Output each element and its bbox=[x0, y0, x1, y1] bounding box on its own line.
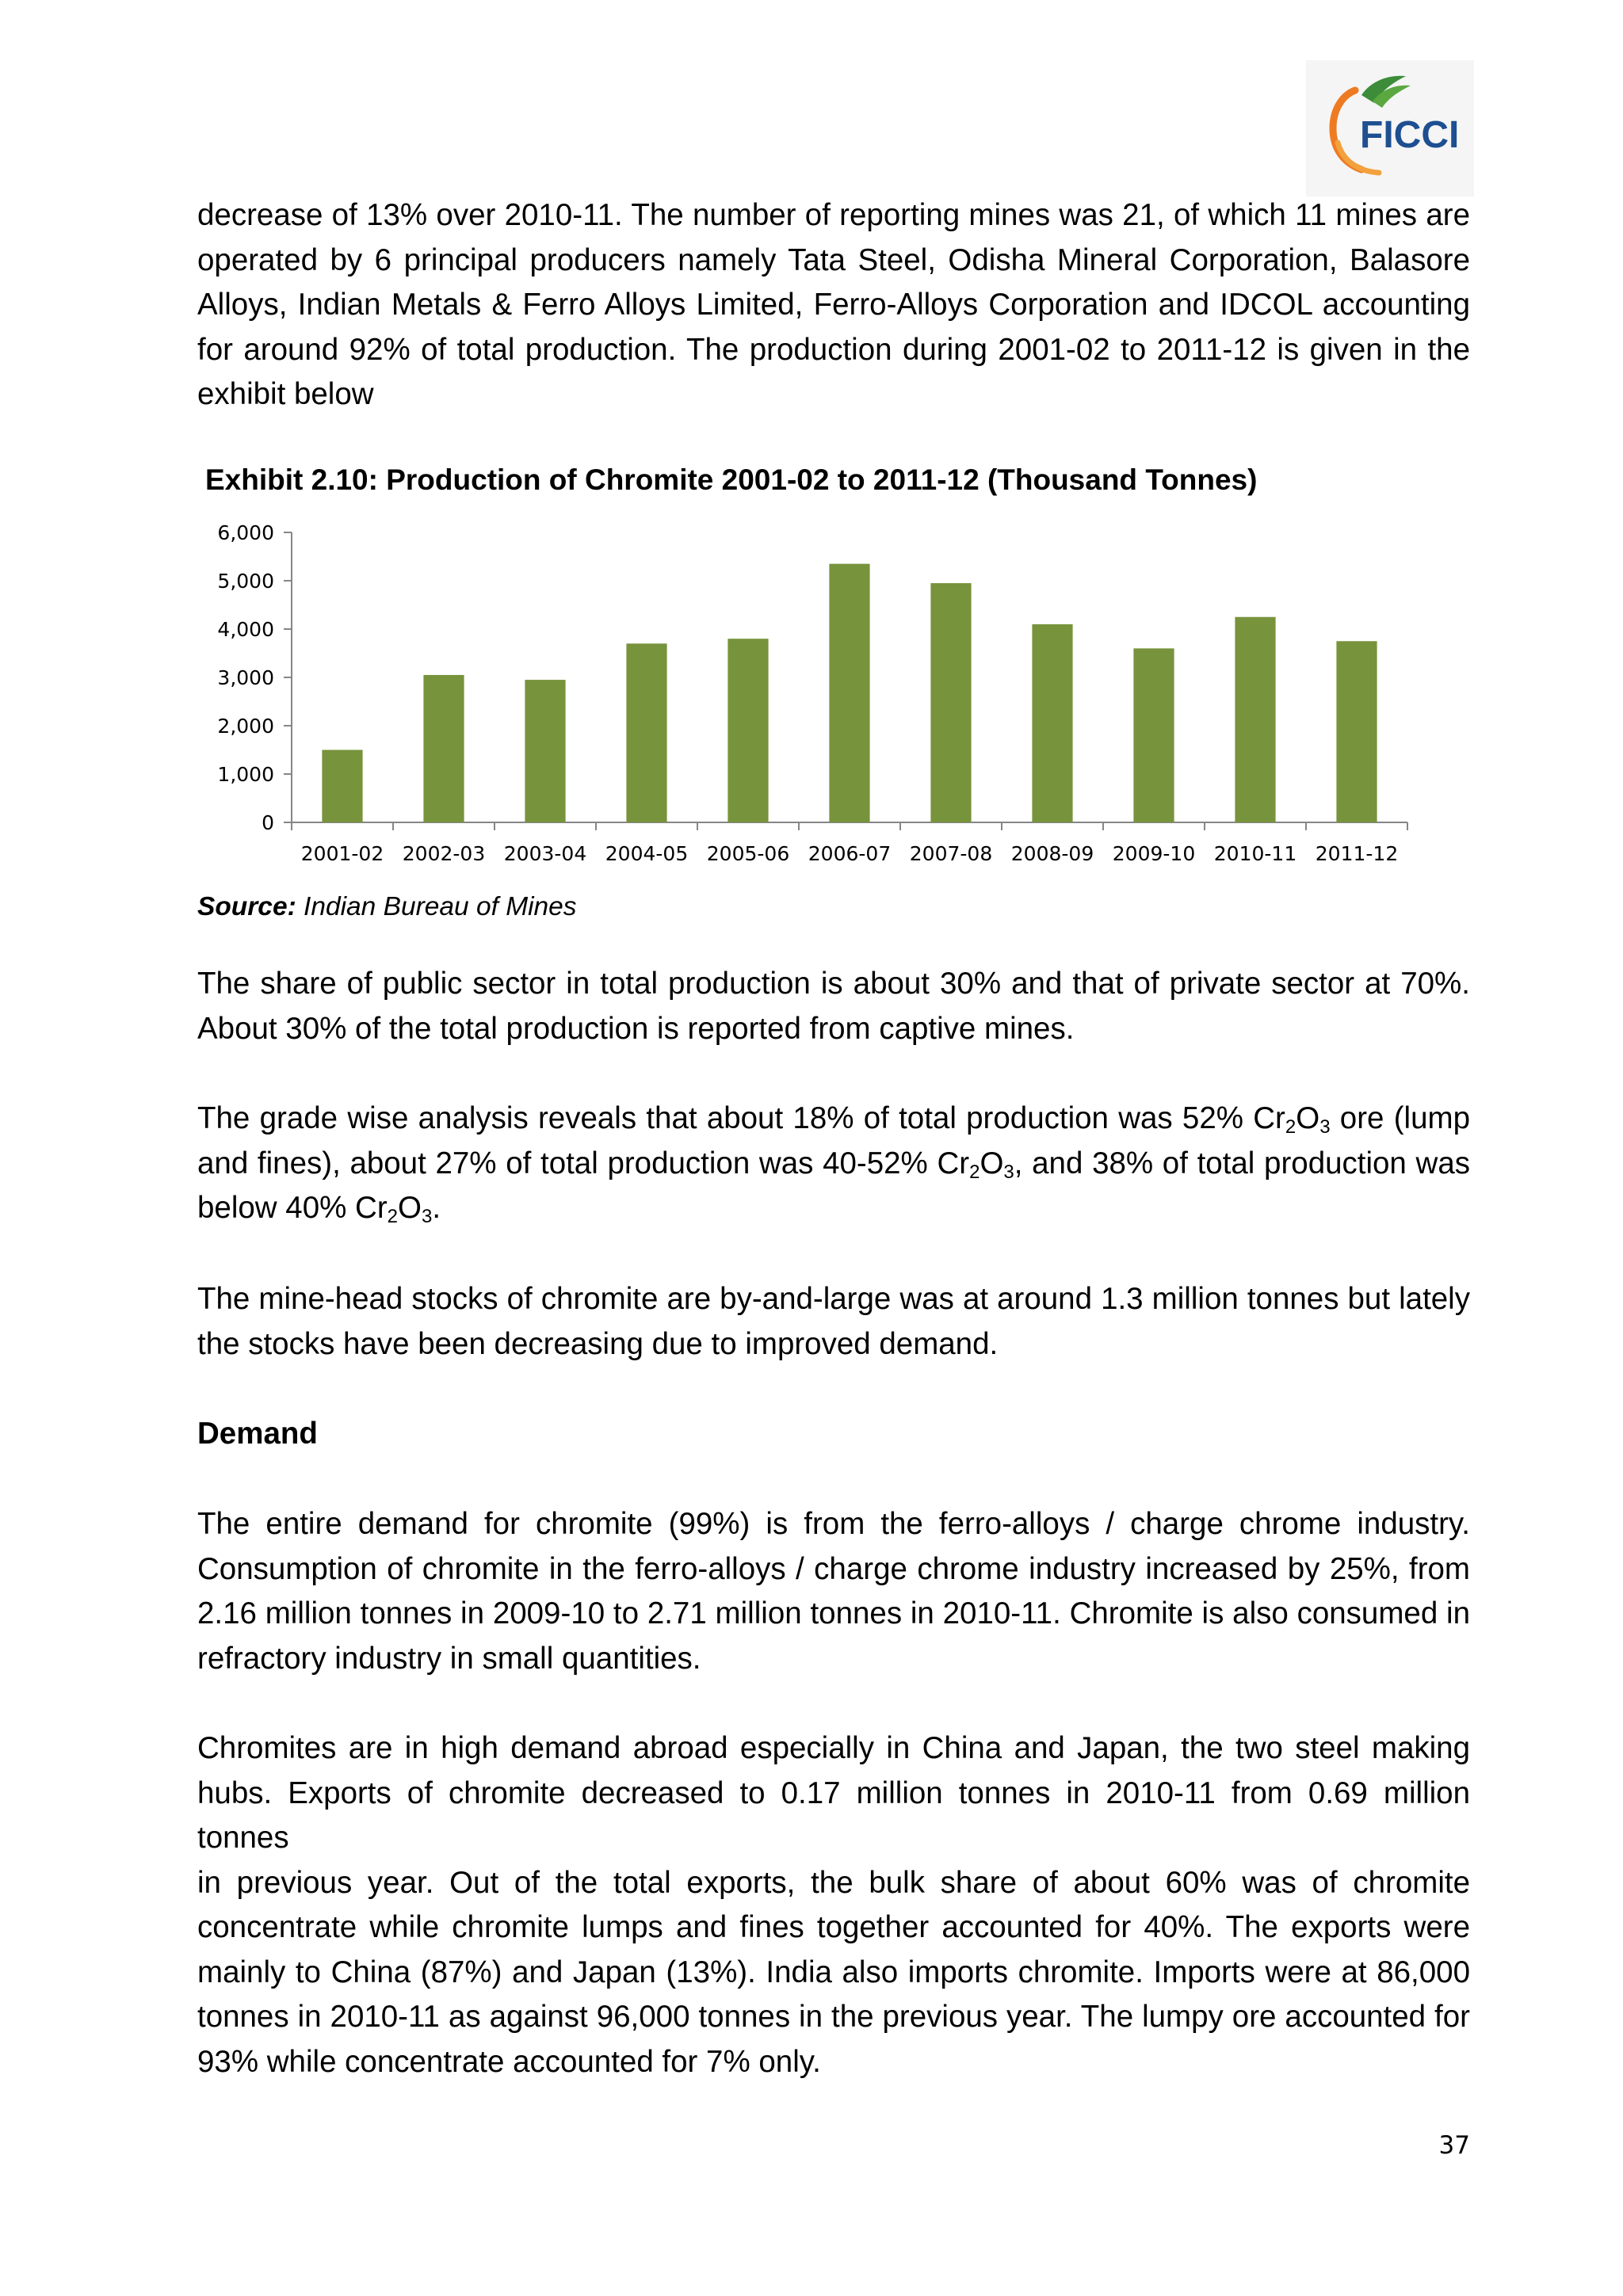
paragraph-production bbox=[197, 193, 1470, 418]
subscript: 2 bbox=[969, 1161, 980, 1183]
bar-2003-04 bbox=[525, 680, 565, 822]
subscript: 3 bbox=[1319, 1116, 1331, 1138]
bar-2011-12 bbox=[1336, 641, 1377, 822]
text-line: in previous year. Out of the total exports, the bulk share of about 60% was of chromite bbox=[197, 1865, 1470, 1900]
y-tick-label: 0 bbox=[262, 811, 274, 834]
y-tick-label: 5,000 bbox=[217, 570, 274, 593]
x-tick-label: 2003-04 bbox=[503, 842, 587, 865]
bar-2004-05 bbox=[626, 643, 666, 822]
text-run: , and 38% of total production was bbox=[1014, 1146, 1470, 1180]
text-run: below 40% Cr bbox=[197, 1191, 388, 1225]
text-run: ore (lump bbox=[1330, 1101, 1470, 1135]
paragraph-exports-imports bbox=[197, 1726, 1470, 2084]
text-line: the stocks have been decreasing due to improved demand. bbox=[197, 1326, 999, 1361]
x-tick-label: 2001-02 bbox=[300, 842, 384, 865]
page-number: 37 bbox=[1438, 2131, 1470, 2160]
exhibit-title: Exhibit 2.10: Production of Chromite 2001-02 to 2011-12 (Thousand Tonnes) bbox=[205, 463, 1258, 496]
subscript: 2 bbox=[1285, 1116, 1296, 1138]
text-run: . bbox=[432, 1191, 441, 1225]
text-line: Alloys, Indian Metals & Ferro Alloys Limited, Ferro-Alloys Corporation and IDCOL accounting bbox=[197, 288, 1470, 322]
text-run: O bbox=[398, 1191, 422, 1225]
text-line bbox=[197, 1142, 1470, 1187]
text-line: Chromites are in high demand abroad especially in China and Japan, the two steel making bbox=[197, 1731, 1470, 1765]
text-line: The entire demand for chromite (99%) is from the ferro-alloys / charge chrome industry. bbox=[197, 1507, 1470, 1541]
bar-2010-11 bbox=[1235, 617, 1275, 822]
chromite-production-chart bbox=[190, 513, 1426, 878]
section-heading-demand: Demand bbox=[197, 1417, 318, 1451]
text-line: refractory industry in small quantities. bbox=[197, 1641, 701, 1676]
paragraph-mine-head-stocks bbox=[197, 1277, 1470, 1367]
x-tick-label: 2009-10 bbox=[1112, 842, 1196, 865]
text-line: hubs. Exports of chromite decreased to 0.17 million tonnes in 2010-11 from 0.69 million tonnes bbox=[197, 1775, 1470, 1855]
text-line: 2.16 million tonnes in 2009-10 to 2.71 million tonnes in 2010-11. Chromite is also consumed in bbox=[197, 1596, 1470, 1630]
x-tick-label: 2002-03 bbox=[402, 842, 486, 865]
text-line: mainly to China (87%) and Japan (13%). India also imports chromite. Imports were at 86,000 bbox=[197, 1955, 1470, 1989]
chart-y-tick-labels bbox=[217, 521, 274, 834]
text-line: 93% while concentrate accounted for 7% only. bbox=[197, 2044, 821, 2079]
subscript: 3 bbox=[421, 1206, 433, 1227]
text-run: O bbox=[980, 1146, 1004, 1180]
text-line: exhibit below bbox=[197, 377, 374, 411]
text-run: O bbox=[1296, 1101, 1320, 1135]
text-line bbox=[197, 1097, 1470, 1142]
chart-x-tick-labels bbox=[301, 842, 1398, 865]
paragraph-sector-share bbox=[197, 962, 1470, 1051]
y-tick-label: 2,000 bbox=[217, 715, 274, 738]
text-line: for around 92% of total production. The production during 2001-02 to 2011-12 is given in the bbox=[197, 332, 1470, 367]
ficci-logo-icon bbox=[1306, 60, 1474, 196]
y-tick-label: 1,000 bbox=[217, 763, 274, 786]
bar-2009-10 bbox=[1133, 648, 1174, 822]
x-tick-label: 2010-11 bbox=[1213, 842, 1297, 865]
subscript: 3 bbox=[1003, 1161, 1014, 1183]
text-line: decrease of 13% over 2010-11. The number of reporting mines was 21, of which 11 mines are bbox=[197, 198, 1470, 232]
x-tick-label: 2007-08 bbox=[909, 842, 993, 865]
text-line: Consumption of chromite in the ferro-alloys / charge chrome industry increased by 25%, from bbox=[197, 1551, 1470, 1586]
text-run: The grade wise analysis reveals that about 18% of total production was 52% Cr bbox=[197, 1101, 1285, 1135]
x-tick-label: 2008-09 bbox=[1010, 842, 1094, 865]
x-tick-label: 2005-06 bbox=[706, 842, 790, 865]
text-line: The mine-head stocks of chromite are by-and-large was at around 1.3 million tonnes but lately bbox=[197, 1282, 1470, 1316]
x-tick-label: 2004-05 bbox=[605, 842, 689, 865]
paragraph-demand bbox=[197, 1502, 1470, 1681]
bar-2006-07 bbox=[829, 564, 869, 822]
text-line: tonnes in 2010-11 as against 96,000 tonnes in the previous year. The lumpy ore accounted for bbox=[197, 2000, 1470, 2034]
source-label: Source: bbox=[197, 892, 296, 921]
y-tick-label: 6,000 bbox=[217, 521, 274, 544]
logo-text: FICCI bbox=[1360, 114, 1460, 156]
text-line: operated by 6 principal producers namely Tata Steel, Odisha Mineral Corporation, Balasore bbox=[197, 242, 1470, 277]
source-text: Indian Bureau of Mines bbox=[296, 892, 577, 921]
y-tick-label: 3,000 bbox=[217, 666, 274, 689]
text-run: and fines), about 27% of total production was 40-52% Cr bbox=[197, 1146, 970, 1180]
subscript: 2 bbox=[387, 1206, 399, 1227]
y-tick-label: 4,000 bbox=[217, 618, 274, 641]
bar-2008-09 bbox=[1032, 624, 1072, 822]
text-line: concentrate while chromite lumps and fines together accounted for 40%. The exports were bbox=[197, 1910, 1470, 1944]
ficci-logo bbox=[1306, 60, 1474, 196]
paragraph-grade-analysis bbox=[197, 1097, 1470, 1231]
text-line bbox=[197, 1186, 1470, 1231]
text-line: About 30% of the total production is reported from captive mines. bbox=[197, 1011, 1075, 1046]
bar-2001-02 bbox=[322, 750, 362, 823]
text-line: The share of public sector in total production is about 30% and that of private sector at 70%. bbox=[197, 967, 1470, 1001]
bar-2005-06 bbox=[727, 639, 768, 822]
chart-source bbox=[197, 887, 577, 927]
bar-2007-08 bbox=[930, 583, 971, 822]
bar-2002-03 bbox=[423, 675, 464, 822]
x-tick-label: 2006-07 bbox=[808, 842, 892, 865]
x-tick-label: 2011-12 bbox=[1315, 842, 1399, 865]
chart-bars bbox=[322, 564, 1377, 822]
